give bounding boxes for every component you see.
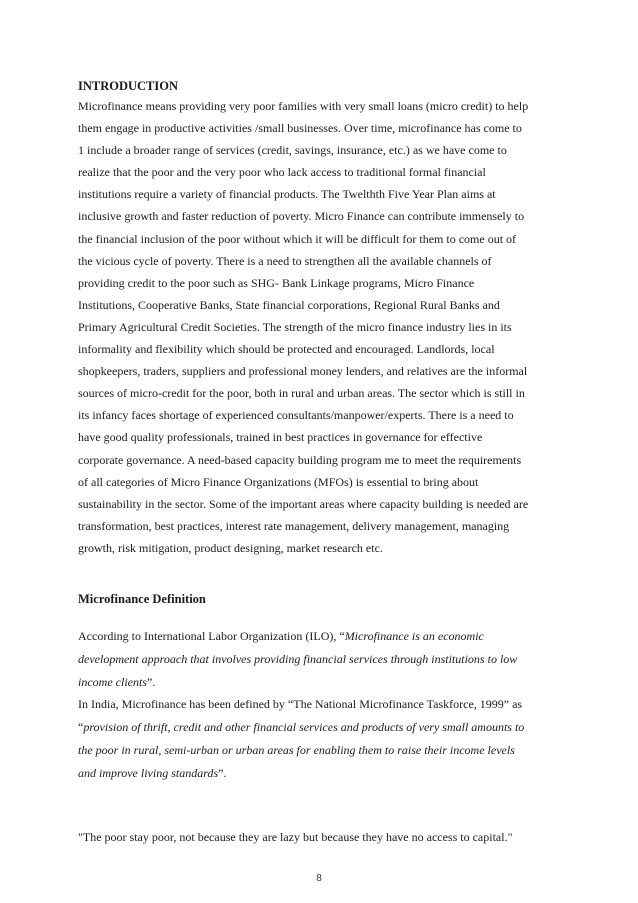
india-definition-line-3: the poor in rural, semi-urban or urban areas for enabling them to raise their income levels <box>78 742 515 757</box>
introduction-line: sustainability in the sector. Some of the important areas where capacity building is needed are <box>78 496 529 511</box>
introduction-line: shopkeepers, traders, suppliers and professional money lenders, and relatives are the informal <box>78 364 528 379</box>
india-definition-quote-3: and improve living standards <box>78 765 219 780</box>
india-definition-line-1: In India, Microfinance has been defined by “The National Microfinance Taskforce, 1999” as <box>78 697 523 712</box>
introduction-paragraph <box>78 95 563 559</box>
introduction-line: Institutions, Cooperative Banks, State financial corporations, Regional Rural Banks and <box>78 297 500 312</box>
introduction-line: corporate governance. A need-based capacity building program me to meet the requirements <box>78 452 522 467</box>
introduction-line: 1 include a broader range of services (credit, savings, insurance, etc.) as we have come to <box>78 143 507 158</box>
ilo-definition-prefix: According to International Labor Organization (ILO), “ <box>78 629 345 643</box>
ilo-definition-quote-1: Microfinance is an economic <box>344 629 484 643</box>
introduction-line: sources of micro-credit for the poor, both in rural and urban areas. The sector which is still in <box>78 386 525 401</box>
definition-block <box>78 625 563 785</box>
ilo-definition-line-1 <box>78 625 563 648</box>
introduction-line: the vicious cycle of poverty. There is a need to strengthen all the available channels of <box>78 253 492 268</box>
introduction-line: the financial inclusion of the poor without which it will be difficult for them to come out of <box>78 231 517 246</box>
introduction-line: inclusive growth and faster reduction of poverty. Micro Finance can contribute immensely to <box>78 209 525 224</box>
india-definition-quote-1: provision of thrift, credit and other financial services and products of very small amounts to <box>83 720 525 735</box>
introduction-line: growth, risk mitigation, product designing, market research etc. <box>78 540 383 555</box>
introduction-line: its infancy faces shortage of experienced consultants/manpower/experts. There is a need to <box>78 408 514 423</box>
india-definition-line-4 <box>78 762 563 785</box>
introduction-line: them engage in productive activities /small businesses. Over time, microfinance has come to <box>78 121 522 136</box>
ilo-definition-quote-3: income clients <box>78 674 147 689</box>
introduction-line: Primary Agricultural Credit Societies. The strength of the micro finance industry lies in its <box>78 319 512 334</box>
introduction-line: transformation, best practices, interest rate management, delivery management, managing <box>78 518 510 533</box>
india-definition-line-2 <box>78 716 563 739</box>
closing-quote: "The poor stay poor, not because they are lazy but because they have no access to capital." <box>78 830 513 844</box>
india-open-quote: “ <box>78 720 84 735</box>
ilo-definition-line-3 <box>78 671 563 694</box>
introduction-line: institutions require a variety of financial products. The Twelthth Five Year Plan aims at <box>78 187 496 202</box>
ilo-definition-suffix: ”. <box>146 674 156 689</box>
introduction-line: have good quality professionals, trained in best practices in governance for effective <box>78 430 483 445</box>
introduction-line: providing credit to the poor such as SHG- Bank Linkage programs, Micro Finance <box>78 275 475 290</box>
introduction-line: realize that the poor and the very poor who lack access to traditional formal financial <box>78 165 486 180</box>
introduction-line: informality and flexibility which should be protected and encouraged. Landlords, local <box>78 342 495 357</box>
introduction-line: of all categories of Micro Finance Organizations (MFOs) is essential to bring about <box>78 474 479 489</box>
microfinance-definition-heading: Microfinance Definition <box>78 592 206 606</box>
ilo-definition-line-2: development approach that involves providing financial services through institutions to low <box>78 651 518 666</box>
page-number: 8 <box>316 873 322 884</box>
introduction-line: Microfinance means providing very poor families with very small loans (micro credit) to help <box>78 99 529 113</box>
introduction-heading: INTRODUCTION <box>78 79 179 93</box>
india-definition-suffix: ”. <box>218 765 227 780</box>
